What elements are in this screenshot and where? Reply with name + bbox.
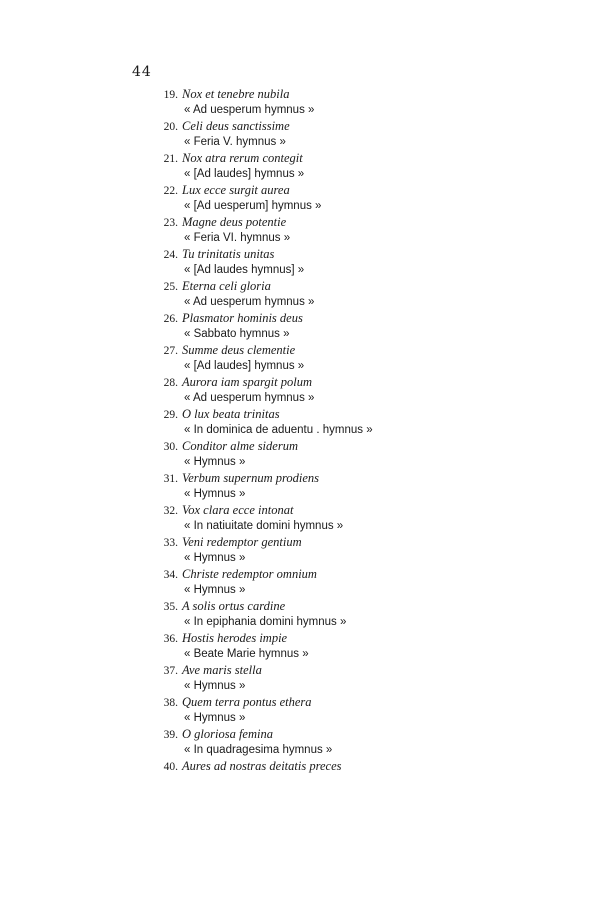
hymn-number: 38. <box>163 697 178 709</box>
hymn-entry <box>150 374 570 406</box>
hymn-entry <box>150 150 570 182</box>
hymn-title: Nox et tenebre nubila <box>182 87 290 101</box>
hymn-title-line <box>150 470 570 486</box>
hymn-number: 24. <box>163 249 178 261</box>
hymn-title-line <box>150 214 570 230</box>
hymn-number: 23. <box>163 217 178 229</box>
hymn-number: 21. <box>163 153 178 165</box>
hymn-number: 22. <box>163 185 178 197</box>
hymn-list <box>150 86 570 774</box>
hymn-entry <box>150 278 570 310</box>
hymn-entry <box>150 406 570 438</box>
hymn-entry <box>150 214 570 246</box>
hymn-number: 40. <box>163 761 178 773</box>
hymn-number: 28. <box>163 377 178 389</box>
hymn-number: 25. <box>163 281 178 293</box>
hymn-number: 20. <box>163 121 178 133</box>
hymn-title: Vox clara ecce intonat <box>182 503 294 517</box>
hymn-number: 35. <box>163 601 178 613</box>
hymn-number: 31. <box>163 473 178 485</box>
hymn-number: 37. <box>163 665 178 677</box>
hymn-rubric: « Hymnus » <box>184 552 246 564</box>
hymn-title: Aures ad nostras deitatis preces <box>182 759 342 773</box>
hymn-title-line <box>150 694 570 710</box>
hymn-entry <box>150 182 570 214</box>
hymn-entry <box>150 630 570 662</box>
hymn-rubric: « In natiuitate domini hymnus » <box>184 520 344 532</box>
hymn-rubric: « Ad uesperum hymnus » <box>184 392 315 404</box>
hymn-entry <box>150 534 570 566</box>
hymn-entry <box>150 566 570 598</box>
hymn-rubric: « In dominica de aduentu . hymnus » <box>184 424 373 436</box>
hymn-title: Magne deus potentie <box>182 215 287 229</box>
hymn-entry <box>150 662 570 694</box>
hymn-title: Nox atra rerum contegit <box>182 151 303 165</box>
hymn-title-line <box>150 278 570 294</box>
hymn-number: 29. <box>163 409 178 421</box>
hymn-title-line <box>150 310 570 326</box>
hymn-rubric: « Hymnus » <box>184 584 246 596</box>
hymn-title: A solis ortus cardine <box>182 599 286 613</box>
hymn-rubric: « Sabbato hymnus » <box>184 328 290 340</box>
hymn-title: Celi deus sanctissime <box>182 119 290 133</box>
hymn-title-line <box>150 598 570 614</box>
hymn-number: 26. <box>163 313 178 325</box>
hymn-entry <box>150 726 570 758</box>
hymn-title: Hostis herodes impie <box>182 631 288 645</box>
hymn-title: Ave maris stella <box>182 663 262 677</box>
hymn-title-line <box>150 758 570 774</box>
hymn-rubric: « Beate Marie hymnus » <box>184 648 309 660</box>
hymn-title: Quem terra pontus ethera <box>182 695 312 709</box>
hymn-title-line <box>150 726 570 742</box>
hymn-title: Veni redemptor gentium <box>182 535 302 549</box>
hymn-entry <box>150 438 570 470</box>
hymn-title: Summe deus clementie <box>182 343 296 357</box>
hymn-title: Tu trinitatis unitas <box>182 247 275 261</box>
hymn-rubric: « Hymnus » <box>184 488 246 500</box>
hymn-rubric: « [Ad laudes] hymnus » <box>184 168 305 180</box>
page-number: 44 <box>132 64 152 80</box>
hymn-title: O gloriosa femina <box>182 727 273 741</box>
hymn-rubric: « Ad uesperum hymnus » <box>184 296 315 308</box>
hymn-rubric: « [Ad uesperum] hymnus » <box>184 200 322 212</box>
hymn-entry <box>150 694 570 726</box>
hymn-title-line <box>150 438 570 454</box>
hymn-number: 36. <box>163 633 178 645</box>
hymn-title: O lux beata trinitas <box>182 407 280 421</box>
hymn-rubric: « Hymnus » <box>184 712 246 724</box>
hymn-title: Aurora iam spargit polum <box>182 375 312 389</box>
hymn-entry <box>150 758 570 774</box>
hymn-entry <box>150 246 570 278</box>
hymn-title-line <box>150 566 570 582</box>
hymn-rubric: « Feria VI. hymnus » <box>184 232 291 244</box>
hymn-title: Christe redemptor omnium <box>182 567 317 581</box>
hymn-rubric: « In quadragesima hymnus » <box>184 744 333 756</box>
hymn-title: Conditor alme siderum <box>182 439 298 453</box>
hymn-entry <box>150 342 570 374</box>
hymn-rubric: « [Ad laudes] hymnus » <box>184 360 305 372</box>
hymn-title-line <box>150 150 570 166</box>
hymn-title-line <box>150 406 570 422</box>
hymn-number: 39. <box>163 729 178 741</box>
hymn-number: 27. <box>163 345 178 357</box>
hymn-number: 19. <box>163 89 178 101</box>
hymn-rubric: « Ad uesperum hymnus » <box>184 104 315 116</box>
hymn-rubric: « Hymnus » <box>184 680 246 692</box>
hymn-rubric: « In epiphania domini hymnus » <box>184 616 347 628</box>
hymn-rubric: « [Ad laudes hymnus] » <box>184 264 305 276</box>
hymn-entry <box>150 470 570 502</box>
hymn-number: 34. <box>163 569 178 581</box>
hymn-title-line <box>150 118 570 134</box>
hymn-number: 33. <box>163 537 178 549</box>
hymn-entry <box>150 118 570 150</box>
hymn-entry <box>150 598 570 630</box>
hymn-title-line <box>150 342 570 358</box>
hymn-entry <box>150 86 570 118</box>
hymn-title-line <box>150 662 570 678</box>
hymn-title: Lux ecce surgit aurea <box>182 183 290 197</box>
hymn-rubric: « Hymnus » <box>184 456 246 468</box>
hymn-title: Plasmator hominis deus <box>182 311 303 325</box>
hymn-title-line <box>150 182 570 198</box>
hymn-entry <box>150 502 570 534</box>
hymn-title-line <box>150 502 570 518</box>
hymn-rubric: « Feria V. hymnus » <box>184 136 286 148</box>
hymn-title: Verbum supernum prodiens <box>182 471 320 485</box>
hymn-title-line <box>150 246 570 262</box>
hymn-entry <box>150 310 570 342</box>
hymn-number: 32. <box>163 505 178 517</box>
hymn-title: Eterna celi gloria <box>182 279 271 293</box>
hymn-title-line <box>150 374 570 390</box>
hymn-title-line <box>150 86 570 102</box>
hymn-title-line <box>150 630 570 646</box>
hymn-number: 30. <box>163 441 178 453</box>
hymn-title-line <box>150 534 570 550</box>
